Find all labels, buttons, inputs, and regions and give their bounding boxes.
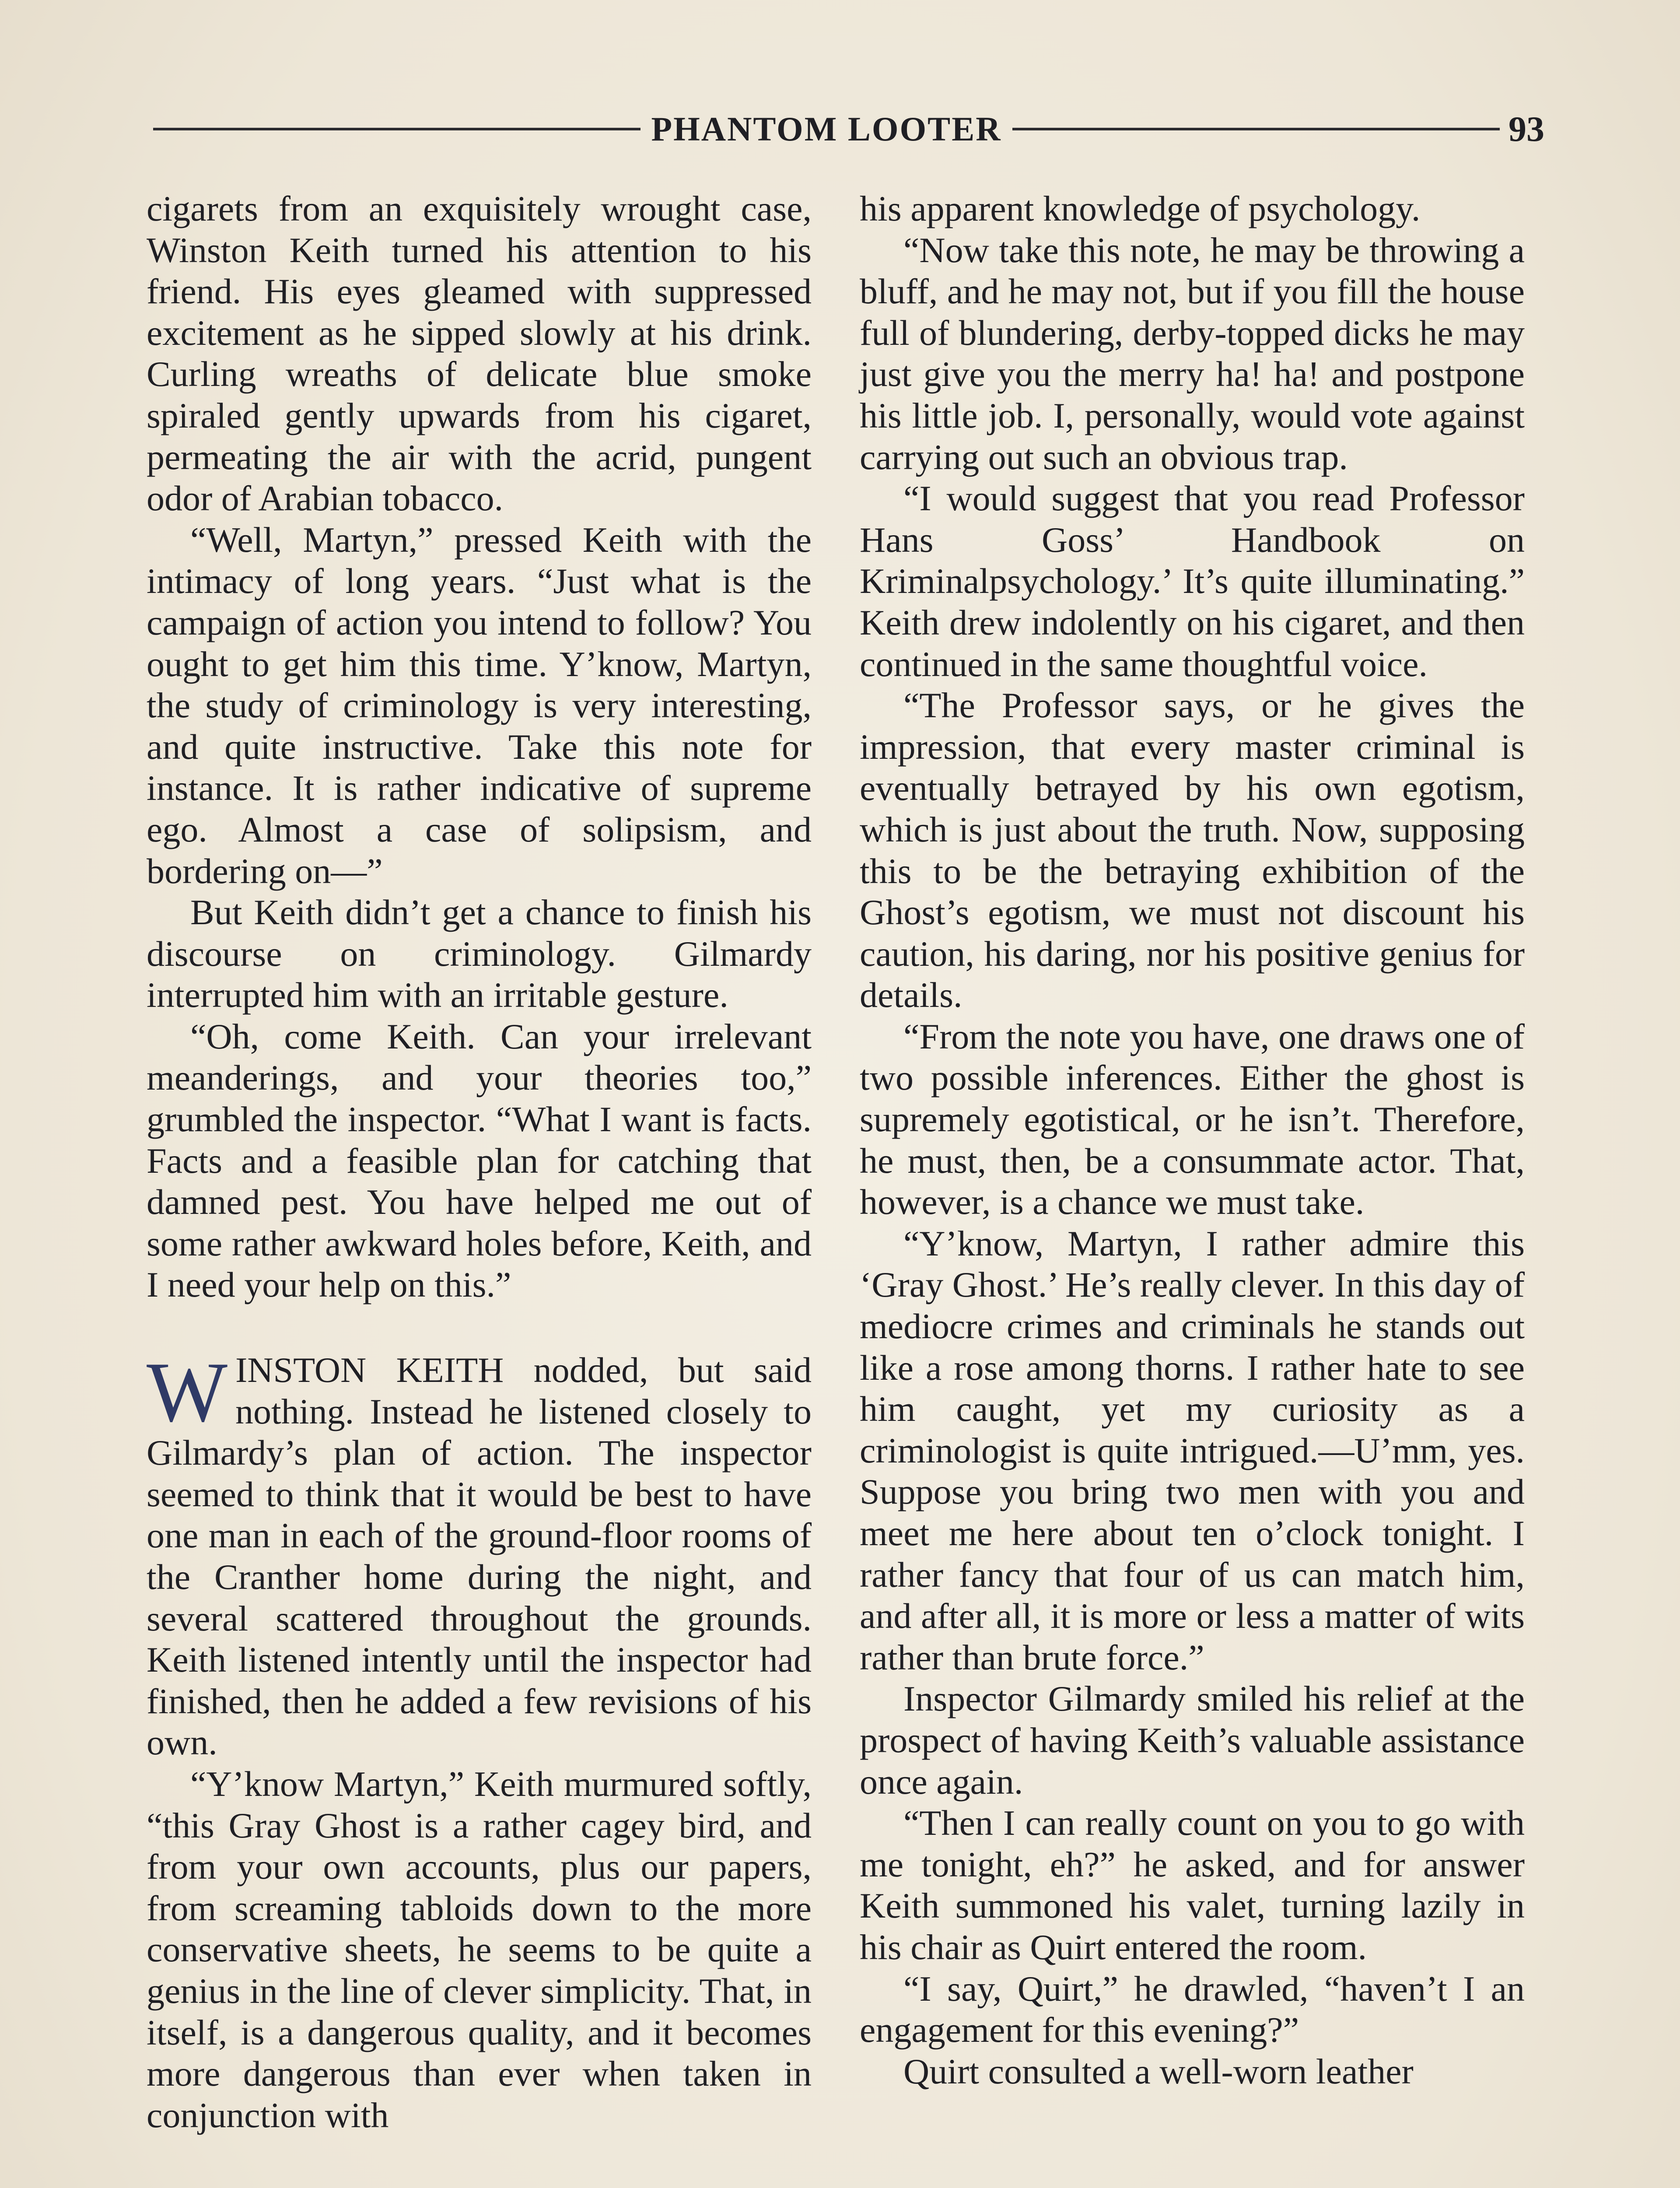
paragraph: his apparent knowledge of psychology. <box>860 189 1421 228</box>
header-title: PHANTOM LOOTER <box>651 110 1002 148</box>
paragraph: “Now take this note, he may be throwing a bluff, and he may not, but if you fill the house full of blundering, derby-topped dicks he may just give you the merry ha! ha! and postpone his little job. I, personally, would vote against carrying out such an obvious trap. <box>860 230 1525 477</box>
paragraph: “The Professor says, or he gives the impression, that every master criminal is eventually betrayed by his own egotism, which is just about the truth. Now, supposing this to be the betraying exhibition of the Ghost’s egotism, we must not discount his caution, his daring, nor his positive genius for details. <box>860 685 1525 1015</box>
paragraph: “Oh, come Keith. Can your irrelevant meanderings, and your theories too,” grumbled the inspector. “What I want is facts. Facts and a feasible plan for catching that damned pest. You have helped me out of some rather awkward holes before, Keith, and I need your help on this.” <box>147 1016 812 1305</box>
paragraph: “I would suggest that you read Professor Hans Goss’ Handbook on Kriminalpsychology.’ It’s quite illuminating.” Keith drew indolently on his cigaret, and then continued in the same thoughtful voice. <box>860 478 1525 684</box>
header-rule-left <box>153 128 640 130</box>
left-column <box>147 188 812 2136</box>
paragraph: “Y’know Martyn,” Keith murmured softly, “this Gray Ghost is a rather cagey bird, and from your own accounts, plus our papers, from screaming tabloids down to the more conservative sheets, he seems to be quite a genius in the line of clever simplicity. That, in itself, is a dangerous quality, and it becomes more dangerous than ever when taken in conjunction with <box>147 1764 812 2135</box>
paragraph: cigarets from an exquisitely wrought case, Winston Keith turned his attention to his friend. His eyes gleamed with suppressed excitement as he sipped slowly at his drink. Curling wreaths of delicate blue smoke spiraled gently upwards from his cigaret, permeating the air with the acrid, pungent odor of Arabian tobacco. <box>147 189 812 519</box>
paragraph: “Y’know, Martyn, I rather admire this ‘Gray Ghost.’ He’s really clever. In this day of mediocre crimes and criminals he stands out like a rose among thorns. I rather hate to see him caught, yet my curiosity as a criminologist is quite intrigued.—U’mm, yes. Suppose you bring two men with you and meet me here about ten o’clock tonight. I rather fancy that four of us can match him, and after all, it is more or less a matter of wits rather than brute force.” <box>860 1223 1525 1677</box>
paragraph: But Keith didn’t get a chance to finish his discourse on criminology. Gilmardy interrupted him with an irritable gesture. <box>147 892 812 1015</box>
paragraph: “Then I can really count on you to go with me tonight, eh?” he asked, and for answer Keith summoned his valet, turning lazily in his chair as Quirt entered the room. <box>860 1803 1525 1967</box>
drop-cap: W <box>147 1345 228 1440</box>
section-opening-paragraph <box>147 1345 812 1764</box>
paragraph: Quirt consulted a well-worn leather <box>903 2051 1414 2091</box>
paragraph-text: INSTON KEITH nodded, but said nothing. Instead he listened closely to Gilmardy’s plan of action. The inspector seemed to think that it would be best to have one man in each of the ground-floor rooms of the Cranther home during the night, and several scattered throughout the grounds. Keith listened intently until the inspector had finished, then he added a few revisions of his own. <box>147 1350 812 1763</box>
page-number: 93 <box>1508 109 1545 149</box>
running-header <box>153 105 1544 153</box>
paragraph: “From the note you have, one draws one of two possible inferences. Either the ghost is supremely egotistical, or he isn’t. Therefore, he must, then, be a consummate actor. That, however, is a chance we must take. <box>860 1016 1525 1222</box>
header-rule-right <box>1012 128 1500 130</box>
paragraph: Inspector Gilmardy smiled his relief at the prospect of having Keith’s valuable assistance once again. <box>860 1679 1525 1802</box>
right-column <box>860 188 1525 2092</box>
paragraph: “Well, Martyn,” pressed Keith with the intimacy of long years. “Just what is the campaign of action you intend to follow? You ought to get him this time. Y’know, Martyn, the study of criminology is very interesting, and quite instructive. Take this note for instance. It is rather indicative of supreme ego. Almost a case of solipsism, and bordering on—” <box>147 519 812 891</box>
paragraph: “I say, Quirt,” he drawled, “haven’t I an engagement for this evening?” <box>860 1968 1525 2050</box>
